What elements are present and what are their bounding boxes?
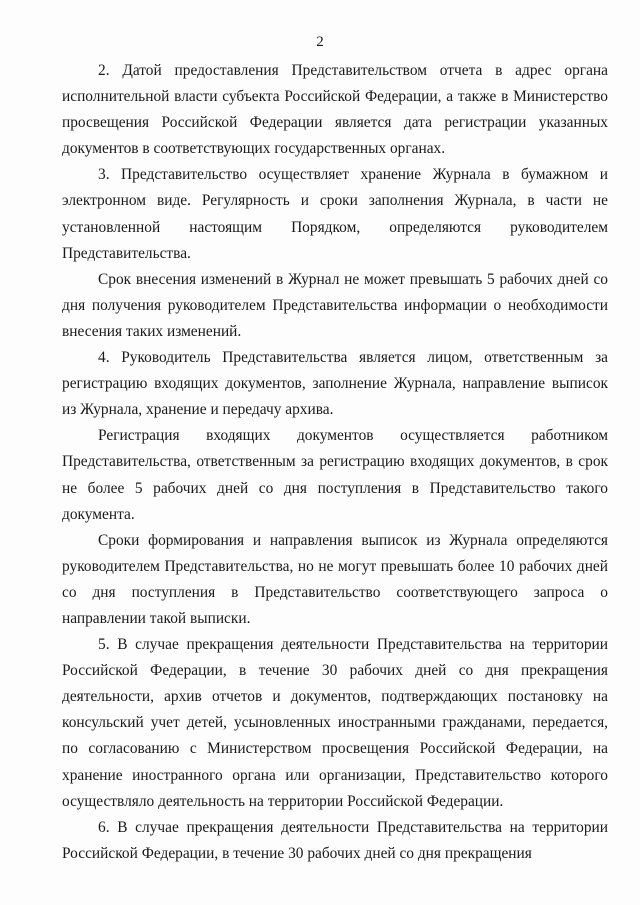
page-number: 2: [316, 34, 324, 50]
paragraph-3-journal-storage: 3. Представительство осуществляет хранение Журнала в бумажном и электронном виде. Регулярность и сроки заполнения Журнала, в части не установленной настоящим Порядком, определяются руководителем Представительства.: [62, 166, 608, 262]
paragraph-4-responsible-person: 4. Руководитель Представительства является лицом, ответственным за регистрацию входящих документов, заполнение Журнала, направление выписок из Журнала, хранение и передачу архива.: [62, 349, 608, 419]
document-body: [62, 58, 608, 867]
paragraph-registration-deadline: Регистрация входящих документов осуществляется работником Представительства, ответственным за регистрацию входящих документов, в срок не более 5 рабочих дней со дня поступления в Представительство такого документа.: [62, 427, 608, 523]
paragraph-6-termination: 6. В случае прекращения деятельности Представительства на территории Российской Федерации, в течение 30 рабочих дней со дня прекращения: [62, 818, 608, 862]
paragraph-5-archive-transfer: 5. В случае прекращения деятельности Представительства на территории Российской Федерации, в течение 30 рабочих дней со дня прекращения деятельности, архив отчетов и документов, подтверждающих постановку на консульский учет детей, усыновленных иностранными гражданами, передается, по согласованию с Министерством просвещения Российской Федерации, на хранение иностранного органа или организации, Представительство которого осуществляло деятельность на территории Российской Федерации.: [62, 636, 608, 810]
paragraph-2-report-date: 2. Датой предоставления Представительством отчета в адрес органа исполнительной власти субъекта Российской Федерации, а также в Министерство просвещения Российской Федерации является дата регистрации указанных документов в соответствующих государственных органах.: [62, 62, 608, 158]
paragraph-extract-deadline: Сроки формирования и направления выписок из Журнала определяются руководителем Представительства, но не могут превышать более 10 рабочих дней со дня поступления в Представительство соответствующего запроса о направлении такой выписки.: [62, 531, 608, 627]
paragraph-change-deadline: Срок внесения изменений в Журнал не может превышать 5 рабочих дней со дня получения руководителем Представительства информации о необходимости внесения таких изменений.: [62, 270, 608, 340]
